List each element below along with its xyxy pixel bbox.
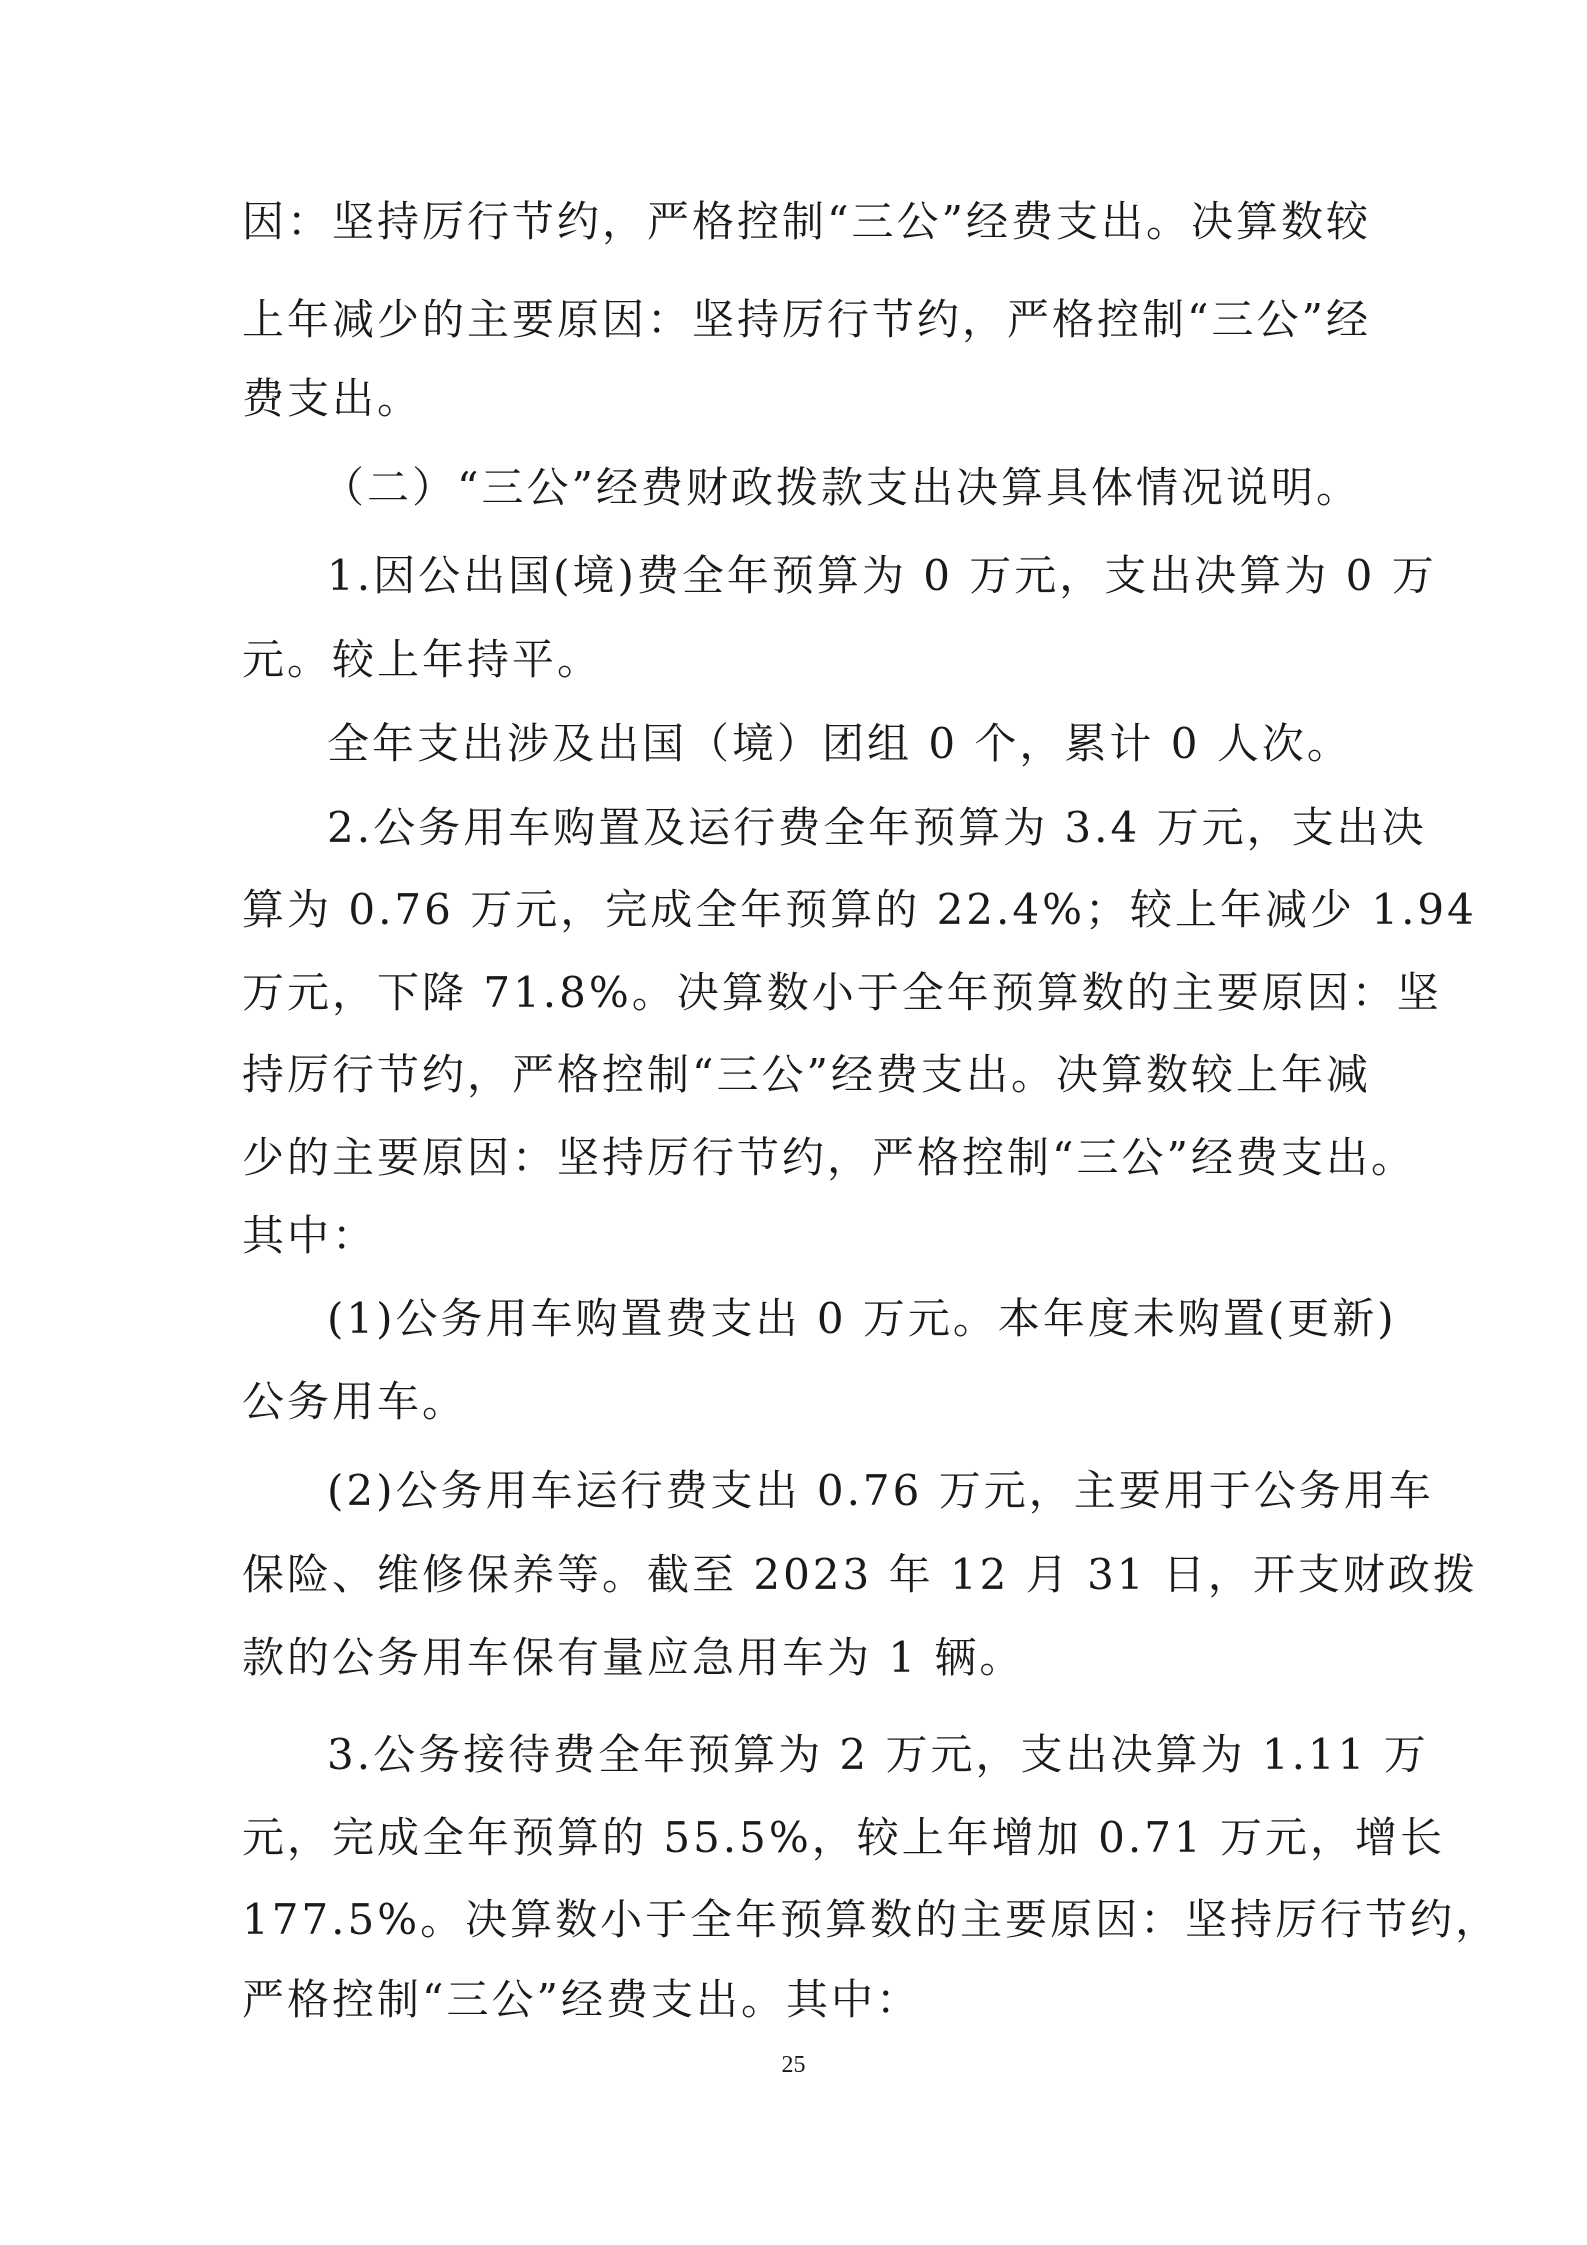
body-line: 少的主要原因：坚持厉行节约，严格控制“三公”经费支出。 — [242, 1133, 1416, 1182]
body-line: (2)公务用车运行费支出 0.76 万元，主要用于公务用车 — [327, 1466, 1434, 1515]
body-line: 其中： — [242, 1211, 378, 1260]
body-line: 持厉行节约，严格控制“三公”经费支出。决算数较上年减 — [242, 1050, 1371, 1099]
body-line: 元，完成全年预算的 55.5%，较上年增加 0.71 万元，增长 — [242, 1813, 1445, 1862]
body-line: 公务用车。 — [242, 1377, 468, 1426]
body-line: 元。较上年持平。 — [242, 635, 603, 684]
body-line: 2.公务用车购置及运行费全年预算为 3.4 万元，支出决 — [327, 803, 1427, 852]
body-line: 因：坚持厉行节约，严格控制“三公”经费支出。决算数较 — [242, 197, 1371, 246]
body-line: 算为 0.76 万元，完成全年预算的 22.4%；较上年减少 1.94 — [242, 885, 1477, 934]
body-line: 全年支出涉及出国（境）团组 0 个，累计 0 人次。 — [327, 719, 1352, 768]
body-line: 费支出。 — [242, 374, 423, 423]
body-line: (1)公务用车购置费支出 0 万元。本年度未购置(更新) — [327, 1294, 1397, 1343]
body-line: 3.公务接待费全年预算为 2 万元，支出决算为 1.11 万 — [327, 1730, 1429, 1779]
page-number: 25 — [781, 2052, 806, 2078]
body-line: 保险、维修保养等。截至 2023 年 12 月 31 日，开支财政拨 — [242, 1550, 1478, 1599]
body-line: 严格控制“三公”经费支出。其中： — [242, 1975, 921, 2024]
body-line: 177.5%。决算数小于全年预算数的主要原因：坚持厉行节约， — [242, 1895, 1501, 1944]
body-line: 款的公务用车保有量应急用车为 1 辆。 — [242, 1633, 1025, 1682]
body-line: 上年减少的主要原因：坚持厉行节约，严格控制“三公”经 — [242, 295, 1371, 344]
body-line: 1.因公出国(境)费全年预算为 0 万元，支出决算为 0 万 — [327, 551, 1437, 600]
section-heading: （二）“三公”经费财政拨款支出决算具体情况说明。 — [322, 463, 1361, 512]
body-line: 万元，下降 71.8%。决算数小于全年预算数的主要原因：坚 — [242, 968, 1442, 1017]
